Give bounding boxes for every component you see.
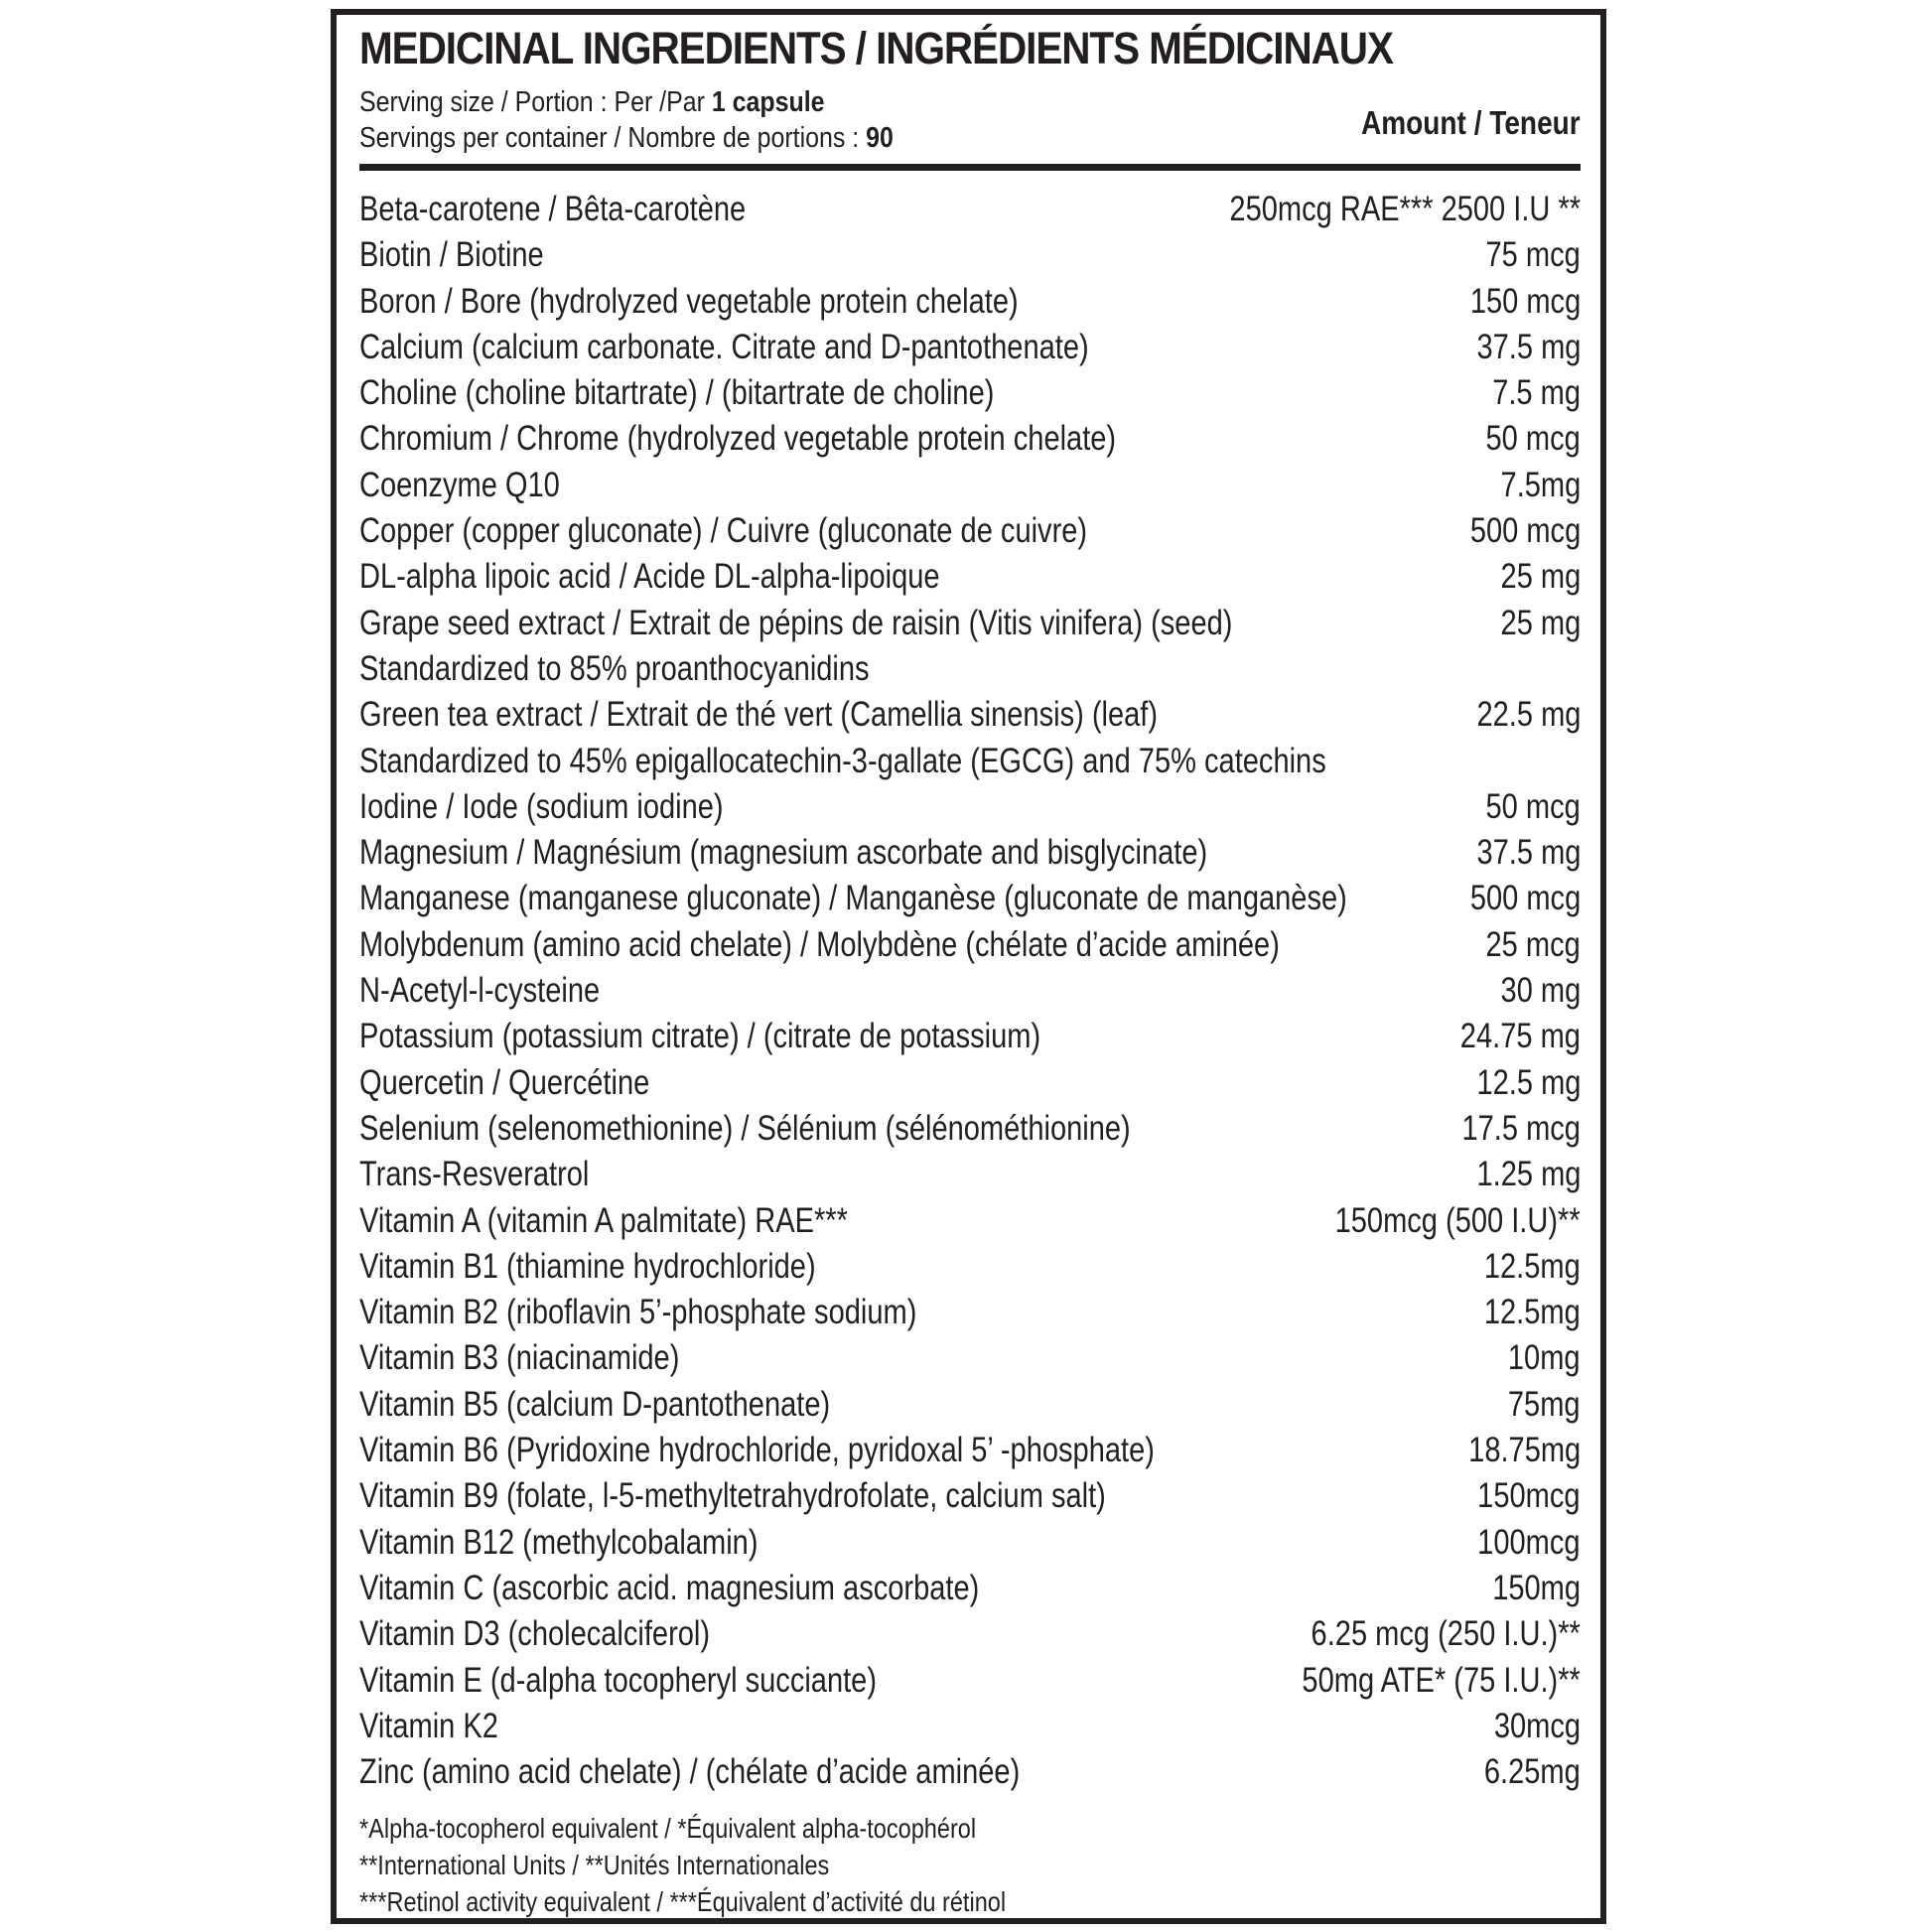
ingredient-name: Standardized to 45% epigallocatechin-3-gallate (EGCG) and 75% catechins (359, 741, 1326, 780)
ingredient-name: Vitamin B9 (folate, l-5-methyltetrahydrofolate, calcium salt) (359, 1476, 1106, 1516)
serving-info (359, 84, 894, 156)
ingredient-name: Vitamin C (ascorbic acid. magnesium ascorbate) (359, 1568, 980, 1607)
serving-size-line (359, 84, 894, 120)
ingredient-row (359, 1059, 1581, 1105)
ingredient-amount: 100mcg (1477, 1522, 1581, 1562)
ingredient-amount: 12.5 mg (1476, 1062, 1581, 1102)
ingredient-row (359, 278, 1581, 324)
footnote: *Alpha-tocopherol equivalent / *Équivalent alpha-tocophérol (359, 1813, 977, 1844)
ingredient-row (359, 1610, 1581, 1656)
ingredient-name: Copper (copper gluconate) / Cuivre (gluconate de cuivre) (359, 511, 1088, 551)
ingredient-name: Grape seed extract / Extrait de pépins de raisin (Vitis vinifera) (seed) (359, 603, 1233, 642)
ingredient-name: Vitamin B12 (methylcobalamin) (359, 1522, 759, 1562)
ingredient-name: DL-alpha lipoic acid / Acide DL-alpha-lipoique (359, 557, 940, 597)
ingredient-name: Vitamin E (d-alpha tocopheryl succiante) (359, 1660, 878, 1700)
ingredient-name: Manganese (manganese gluconate) / Manganèse (gluconate de manganèse) (359, 879, 1347, 918)
ingredient-row (359, 691, 1581, 737)
ingredient-row (359, 1105, 1581, 1151)
ingredient-row (359, 1013, 1581, 1058)
ingredient-amount: 150mg (1492, 1568, 1581, 1607)
ingredient-name: N-Acetyl-l-cysteine (359, 971, 601, 1011)
ingredient-name: Boron / Bore (hydrolyzed vegetable protein chelate) (359, 281, 1019, 321)
ingredient-name: Potassium (potassium citrate) / (citrate de potassium) (359, 1017, 1041, 1056)
ingredient-amount: 17.5 mcg (1461, 1108, 1581, 1148)
ingredient-name: Vitamin B5 (calcium D-pantothenate) (359, 1384, 831, 1424)
ingredient-list (359, 186, 1581, 1794)
ingredient-name: Iodine / Iode (sodium iodine) (359, 786, 724, 826)
ingredient-amount: 500 mcg (1469, 879, 1581, 918)
footnote: **International Units / **Unités Internationales (359, 1850, 830, 1880)
ingredient-row (359, 921, 1581, 967)
ingredient-amount: 24.75 mg (1459, 1017, 1581, 1056)
ingredient-name: Zinc (amino acid chelate) / (chélate d’acide aminée) (359, 1752, 1021, 1792)
ingredient-name: Coenzyme Q10 (359, 465, 560, 504)
ingredient-amount: 12.5mg (1484, 1293, 1581, 1332)
ingredient-row (359, 783, 1581, 829)
ingredient-row (359, 1334, 1581, 1380)
ingredient-row (359, 1703, 1581, 1748)
ingredient-amount: 25 mg (1500, 603, 1581, 642)
ingredient-name: Calcium (calcium carbonate. Citrate and D-pantothenate) (359, 327, 1089, 366)
ingredient-amount: 75mg (1508, 1384, 1581, 1424)
ingredient-row (359, 1151, 1581, 1196)
ingredient-name: Standardized to 85% proanthocyanidins (359, 648, 870, 688)
ingredient-name: Vitamin K2 (359, 1706, 498, 1745)
ingredient-amount: 500 mcg (1469, 511, 1581, 551)
ingredient-name: Molybdenum (amino acid chelate) / Molybdène (chélate d’acide aminée) (359, 924, 1280, 964)
ingredient-row (359, 186, 1581, 231)
ingredient-row (359, 875, 1581, 920)
ingredient-row (359, 1519, 1581, 1565)
serving-size-label: Serving size / Portion : Per /Par (359, 86, 712, 118)
ingredient-name: Quercetin / Quercétine (359, 1062, 650, 1102)
ingredient-amount: 150mcg (500 I.U)** (1334, 1200, 1581, 1240)
ingredient-amount: 6.25 mcg (250 I.U.)** (1311, 1614, 1581, 1654)
ingredient-name: Beta-carotene / Bêta-carotène (359, 190, 747, 228)
ingredient-name: Vitamin B1 (thiamine hydrochloride) (359, 1246, 816, 1286)
ingredient-row (359, 1243, 1581, 1289)
ingredient-amount: 6.25mg (1484, 1752, 1581, 1792)
ingredient-amount: 1.25 mg (1476, 1155, 1581, 1194)
ingredient-row (359, 1472, 1581, 1518)
ingredient-amount: 75 mcg (1485, 235, 1581, 275)
ingredient-row (359, 324, 1581, 369)
footnote: ***Retinol activity equivalent / ***Équivalent d’activité du rétinol (359, 1886, 1007, 1917)
panel-title: MEDICINAL INGREDIENTS / INGRÉDIENTS MÉDICINAUX (359, 23, 1393, 73)
ingredient-name: Vitamin B2 (riboflavin 5’-phosphate sodium) (359, 1293, 917, 1332)
ingredient-name: Vitamin B3 (niacinamide) (359, 1338, 680, 1378)
ingredient-amount: 30 mg (1500, 971, 1581, 1011)
ingredient-row (359, 1427, 1581, 1472)
ingredient-row (359, 1565, 1581, 1610)
ingredient-row (359, 600, 1581, 645)
ingredient-amount: 150mcg (1477, 1476, 1581, 1516)
serving-size-value: 1 capsule (711, 86, 825, 118)
header-divider (359, 164, 1581, 171)
ingredient-amount: 12.5mg (1484, 1246, 1581, 1286)
ingredient-amount: 37.5 mg (1476, 833, 1581, 873)
ingredient-amount: 37.5 mg (1476, 327, 1581, 366)
ingredient-row (359, 462, 1581, 507)
ingredient-row (359, 1289, 1581, 1334)
servings-per-container-line (359, 120, 894, 156)
ingredient-amount: 30mcg (1493, 1706, 1581, 1745)
ingredient-row (359, 553, 1581, 599)
ingredient-amount: 25 mg (1500, 557, 1581, 597)
amount-column-header: Amount / Teneur (1361, 104, 1581, 141)
ingredient-name: Trans-Resveratrol (359, 1155, 590, 1194)
ingredient-name: Vitamin A (vitamin A palmitate) RAE*** (359, 1200, 848, 1240)
ingredient-name: Green tea extract / Extrait de thé vert (Camellia sinensis) (leaf) (359, 695, 1159, 735)
ingredient-row (359, 507, 1581, 553)
ingredient-name: Vitamin B6 (Pyridoxine hydrochloride, pyridoxal 5’ -phosphate) (359, 1431, 1155, 1470)
ingredient-amount: 50 mcg (1485, 786, 1581, 826)
ingredient-row (359, 1381, 1581, 1427)
ingredient-row (359, 231, 1581, 277)
ingredient-row (359, 1197, 1581, 1243)
servings-value: 90 (866, 122, 894, 154)
servings-label: Servings per container / Nombre de portions : (359, 122, 867, 154)
ingredient-amount: 18.75mg (1467, 1431, 1581, 1470)
ingredient-amount: 10mg (1508, 1338, 1581, 1378)
ingredient-name: Magnesium / Magnésium (magnesium ascorbate and bisglycinate) (359, 833, 1208, 873)
footnotes (359, 1810, 1006, 1920)
ingredient-row (359, 645, 1581, 691)
ingredients-panel (331, 9, 1606, 1924)
ingredient-amount: 7.5 mg (1492, 373, 1581, 413)
ingredient-row (359, 415, 1581, 461)
ingredient-amount: 50mg ATE* (75 I.U.)** (1302, 1660, 1581, 1700)
ingredient-row (359, 829, 1581, 875)
ingredient-row (359, 369, 1581, 415)
ingredient-row (359, 967, 1581, 1013)
ingredient-amount: 22.5 mg (1476, 695, 1581, 735)
ingredient-name: Choline (choline bitartrate) / (bitartrate de choline) (359, 373, 995, 413)
ingredient-amount: 250mcg RAE*** 2500 I.U ** (1229, 190, 1581, 228)
ingredient-row (359, 1748, 1581, 1794)
ingredient-amount: 25 mcg (1485, 924, 1581, 964)
ingredient-amount: 7.5mg (1500, 465, 1581, 504)
ingredient-name: Selenium (selenomethionine) / Sélénium (sélénométhionine) (359, 1108, 1131, 1148)
ingredient-amount: 50 mcg (1485, 419, 1581, 459)
ingredient-name: Vitamin D3 (cholecalciferol) (359, 1614, 711, 1654)
ingredient-amount: 150 mcg (1469, 281, 1581, 321)
ingredient-name: Biotin / Biotine (359, 235, 544, 275)
ingredient-row (359, 1657, 1581, 1703)
ingredient-name: Chromium / Chrome (hydrolyzed vegetable protein chelate) (359, 419, 1117, 459)
ingredient-row (359, 738, 1581, 783)
